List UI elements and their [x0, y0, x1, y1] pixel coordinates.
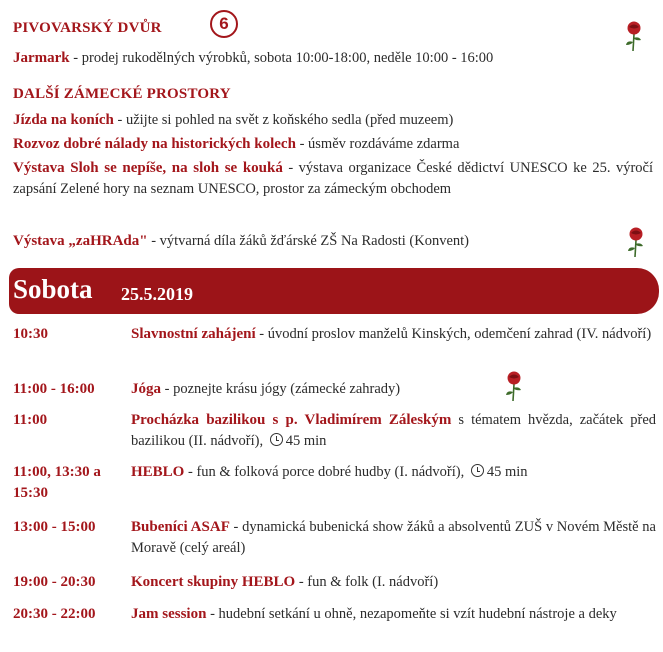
clock-icon [270, 433, 283, 446]
item-title: Výstava Sloh se nepíše, na sloh se kouká [13, 160, 283, 176]
event-text: - fun & folková porce dobré hudby (I. nádvoří), [184, 464, 465, 480]
clock-icon [471, 464, 484, 477]
schedule-time: 11:00, 13:30 a 15:30 [13, 464, 101, 501]
event-text: - hudební setkání u ohně, nezapomeňte si vzít hudební nástroje a deky [206, 606, 617, 622]
list-item [13, 110, 653, 130]
event-text: s tématem hvězda, začátek před bazilikou (II. nádvoří), [131, 412, 657, 449]
schedule-time: 19:00 - 20:30 [13, 574, 96, 590]
rose-icon [503, 370, 525, 402]
list-item [13, 134, 653, 154]
schedule-desc [131, 572, 656, 593]
jarmark-line [13, 48, 653, 68]
event-title: Bubeníci ASAF [131, 519, 230, 535]
schedule-desc [131, 462, 656, 483]
schedule-desc [131, 517, 656, 559]
event-duration: 45 min [486, 464, 528, 480]
item-title: Výstava „zaHRAda" [13, 233, 148, 249]
section-heading-pivovar: PIVOVARSKÝ DVŮR [13, 20, 162, 36]
event-text: - fun & folk (I. nádvoří) [295, 574, 439, 590]
schedule-time: 20:30 - 22:00 [13, 606, 96, 622]
schedule-time: 11:00 - 16:00 [13, 381, 95, 397]
event-duration: 45 min [285, 433, 327, 449]
schedule-time: 11:00 [13, 412, 48, 428]
item-title: Jízda na koních [13, 112, 114, 128]
item-text: - výstava organizace České dědictví UNESCO ke 25. výročí zapsání Zelené hory na seznam UNESCO, prostor za zámeckým obchodem [13, 160, 654, 197]
schedule-time: 13:00 - 15:00 [13, 519, 96, 535]
jarmark-text: - prodej rukodělných výrobků, sobota 10:00-18:00, neděle 10:00 - 16:00 [69, 50, 494, 66]
schedule-desc [131, 324, 656, 345]
event-text: - dynamická bubenická show žáků a absolventů ZUŠ v Novém Městě na Moravě (celý areál) [131, 519, 656, 556]
schedule-desc [131, 604, 656, 625]
event-text: - úvodní proslov manželů Kinských, odemčení zahrad (IV. nádvoří) [255, 326, 652, 342]
item-text: - výtvarná díla žáků žďárské ZŠ Na Radosti (Konvent) [147, 233, 470, 249]
event-title: Koncert skupiny HEBLO [131, 574, 296, 590]
day-date: 25.5.2019 [121, 284, 193, 304]
rose-icon [625, 226, 647, 258]
location-number-badge: 6 [210, 10, 238, 38]
item-text: - užijte si pohled na svět z koňského sedla (před muzeem) [113, 112, 454, 128]
day-name: Sobota [13, 274, 93, 304]
list-item [13, 231, 653, 251]
item-title: Rozvoz dobré nálady na historických kolech [13, 136, 296, 152]
section-heading-prostory: DALŠÍ ZÁMECKÉ PROSTORY [13, 86, 231, 102]
schedule-desc [131, 410, 656, 452]
event-title: Slavnostní zahájení [131, 326, 256, 342]
list-item [13, 158, 653, 199]
schedule-desc [131, 379, 656, 400]
event-text: - poznejte krásu jógy (zámecké zahrady) [161, 381, 401, 397]
day-banner [9, 268, 659, 314]
schedule-time: 10:30 [13, 326, 48, 342]
event-title: Procházka bazilikou s p. Vladimírem Záleským [131, 412, 452, 428]
item-text: - úsměv rozdáváme zdarma [295, 136, 460, 152]
event-title: Jóga [131, 381, 161, 397]
jarmark-title: Jarmark [13, 50, 70, 66]
event-title: Jam session [131, 606, 207, 622]
event-title: HEBLO [131, 464, 185, 480]
